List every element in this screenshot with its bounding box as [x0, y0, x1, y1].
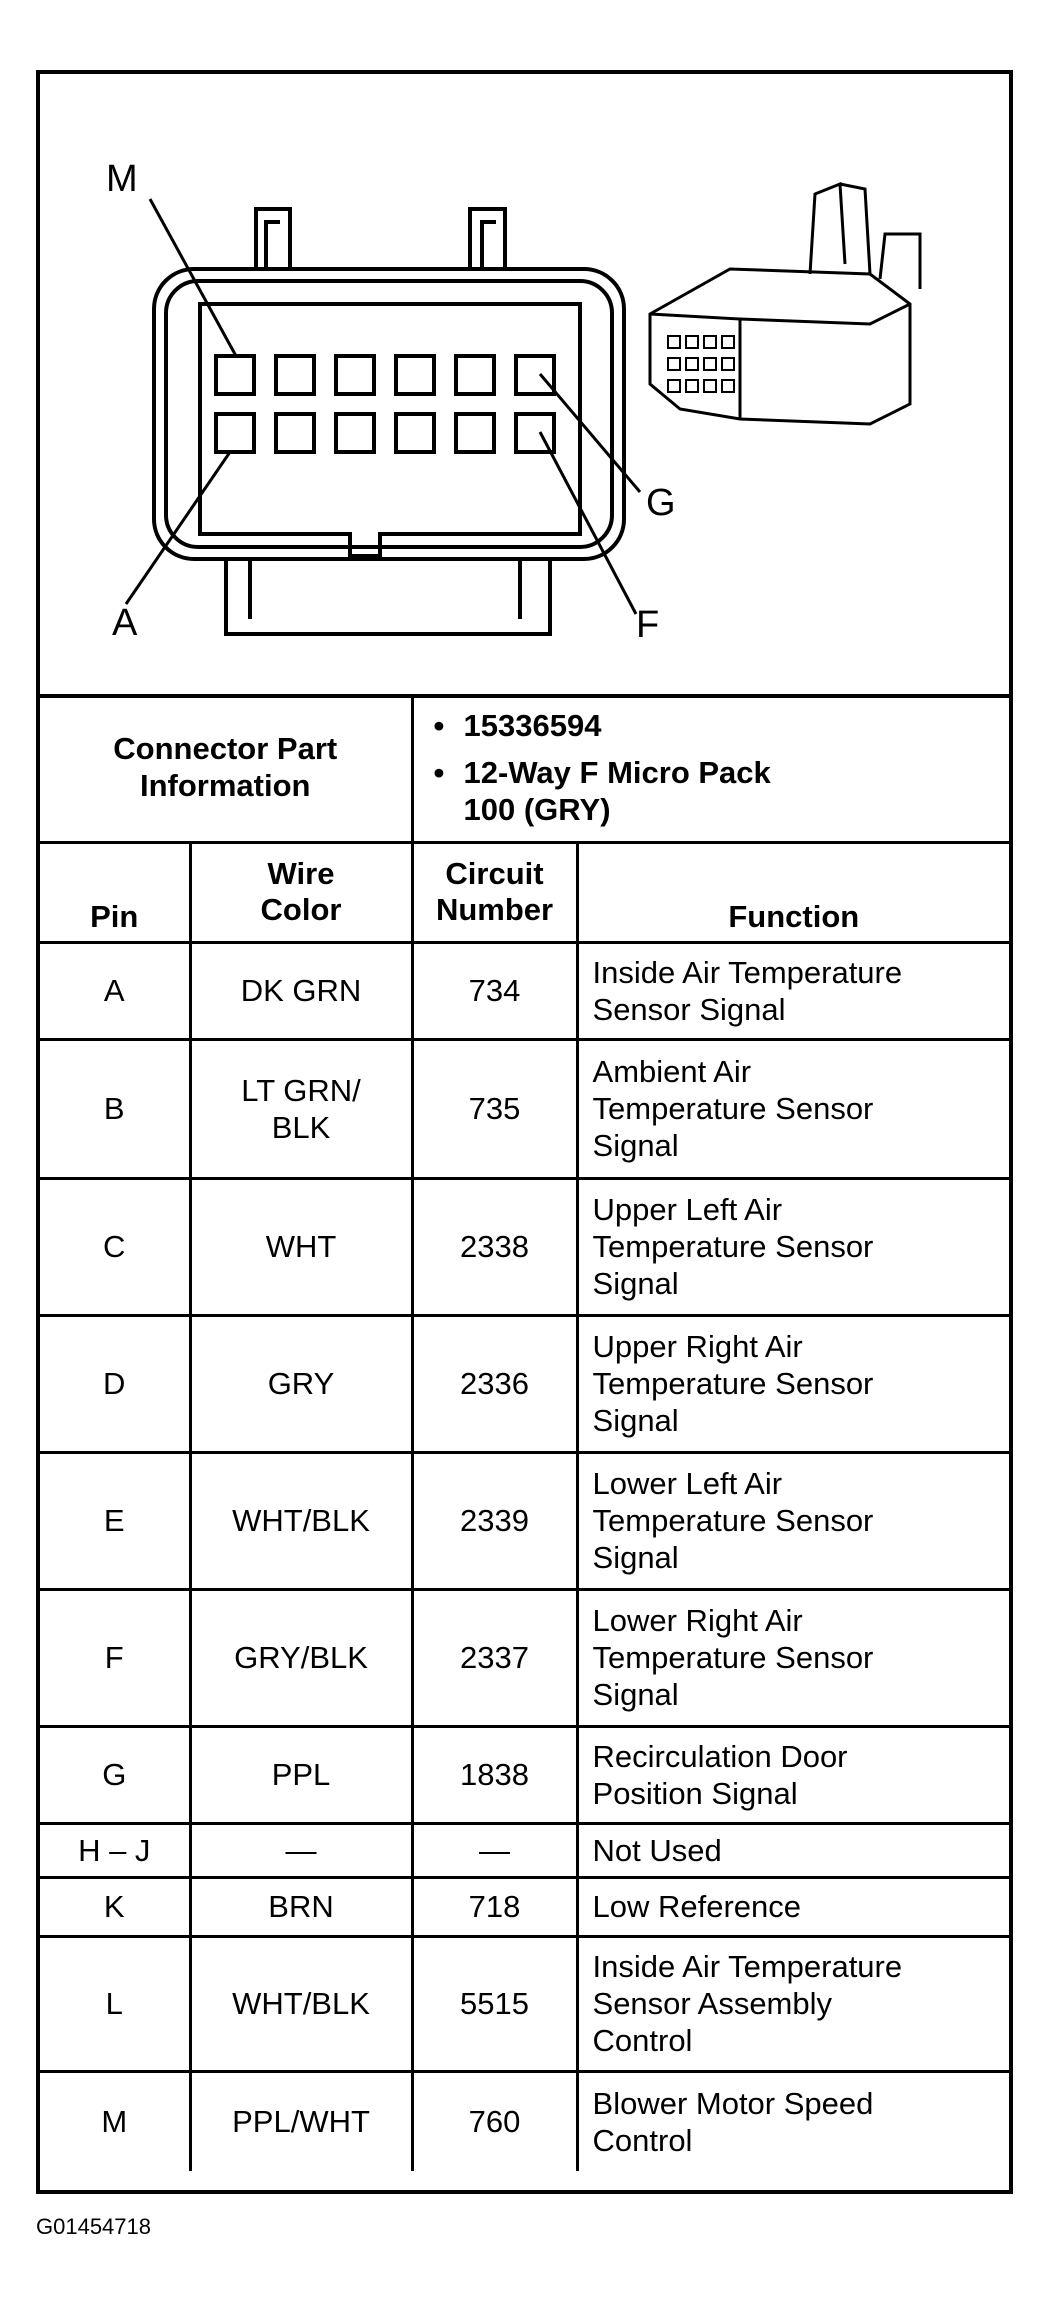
wire-color-cell-line: GRY/BLK — [234, 1640, 368, 1675]
table-row — [40, 1178, 1009, 1315]
wire-color-cell-line: GRY — [267, 1366, 335, 1401]
pin-cell: F — [40, 1589, 190, 1726]
function-cell-line: Not Used — [592, 1832, 722, 1868]
function-cell-line: Temperature Sensor — [592, 1229, 874, 1264]
function-cell — [577, 942, 1009, 1039]
function-cell — [577, 1589, 1009, 1726]
wire-color-cell — [190, 1726, 412, 1823]
table-row — [40, 1589, 1009, 1726]
function-cell — [577, 1726, 1009, 1823]
col-header-circuit-number: Circuit Number — [412, 842, 577, 942]
wire-color-cell-line: PPL/WHT — [232, 2104, 370, 2140]
wire-color-cell — [190, 1936, 412, 2071]
pin-cell: K — [40, 1877, 190, 1936]
pin-cell: L — [40, 1936, 190, 2071]
wire-color-cell-line: BLK — [271, 1109, 331, 1145]
circuit-number-cell: — — [412, 1823, 577, 1877]
connector-info-values: • 15336594 • 12-Way F Micro Pack 100 (GRY) — [412, 694, 1009, 842]
function-cell-line: Lower Left Air — [592, 1466, 783, 1501]
pin-cell: M — [40, 2071, 190, 2171]
col-header-wire-color: Wire Color — [190, 842, 412, 942]
function-cell — [577, 1178, 1009, 1315]
function-cell-line: Signal — [592, 1128, 679, 1163]
part-number: • 15336594 — [464, 707, 1010, 744]
table-row — [40, 1315, 1009, 1452]
circuit-number-cell: 2338 — [412, 1178, 577, 1315]
pin-cell: G — [40, 1726, 190, 1823]
wire-color-cell — [190, 2071, 412, 2171]
function-cell-line: Upper Right Air — [592, 1329, 803, 1364]
function-cell-line: Upper Left Air — [592, 1192, 783, 1227]
function-cell-line: Blower Motor Speed — [592, 2085, 874, 2121]
function-cell-line: Low Reference — [592, 1889, 802, 1924]
function-cell-line: Sensor Signal — [592, 991, 786, 1027]
table-row — [40, 2071, 1009, 2171]
wire-color-cell-line: — — [285, 1832, 317, 1868]
wire-color-cell-line: WHT — [265, 1229, 337, 1264]
circuit-number-cell: 2336 — [412, 1315, 577, 1452]
function-cell-line: Control — [592, 2122, 693, 2158]
wire-color-cell — [190, 1589, 412, 1726]
function-cell-line: Recirculation Door — [592, 1738, 848, 1774]
function-cell-line: Sensor Assembly — [592, 1986, 833, 2021]
circuit-number-cell: 760 — [412, 2071, 577, 2171]
pinout-table — [40, 694, 1009, 2171]
circuit-number-cell: 5515 — [412, 1936, 577, 2071]
table-row — [40, 1726, 1009, 1823]
function-cell-line: Signal — [592, 1540, 679, 1575]
function-cell-line: Temperature Sensor — [592, 1366, 874, 1401]
table-row — [40, 942, 1009, 1039]
wire-color-cell — [190, 1039, 412, 1178]
function-cell — [577, 1039, 1009, 1178]
wire-color-cell — [190, 1452, 412, 1589]
circuit-number-cell: 1838 — [412, 1726, 577, 1823]
pin-cell: E — [40, 1452, 190, 1589]
pin-cell: C — [40, 1178, 190, 1315]
pin-cavities — [216, 356, 554, 452]
connector-info-label: Connector Part Information — [40, 694, 412, 842]
function-cell-line: Signal — [592, 1677, 679, 1712]
wire-color-cell — [190, 1315, 412, 1452]
circuit-number-cell: 734 — [412, 942, 577, 1039]
circuit-number-cell: 2337 — [412, 1589, 577, 1726]
function-cell — [577, 1452, 1009, 1589]
wire-color-cell-line: PPL — [271, 1757, 331, 1792]
wire-color-cell — [190, 1178, 412, 1315]
header-row — [40, 842, 1009, 942]
col-header-pin: Pin — [40, 842, 190, 942]
pin-cell: B — [40, 1039, 190, 1178]
function-cell-line: Inside Air Temperature — [592, 954, 903, 990]
function-cell-line: Inside Air Temperature — [592, 1949, 903, 1984]
wire-color-cell-line: WHT/BLK — [232, 1986, 370, 2021]
function-cell-line: Signal — [592, 1403, 679, 1438]
function-cell-line: Ambient Air — [592, 1054, 752, 1089]
pin-label-m: M — [106, 158, 138, 200]
circuit-number-cell: 718 — [412, 1877, 577, 1936]
connector-isometric-view — [650, 184, 920, 424]
connector-info-row — [40, 694, 1009, 842]
pin-label-g: G — [646, 482, 676, 524]
figure-code: G01454718 — [36, 2214, 151, 2239]
function-cell-line: Temperature Sensor — [592, 1503, 874, 1538]
wire-color-cell — [190, 942, 412, 1039]
pin-label-f: F — [636, 604, 660, 646]
function-cell-line: Control — [592, 2023, 693, 2058]
function-cell — [577, 1823, 1009, 1877]
table-row — [40, 1823, 1009, 1877]
function-cell — [577, 1936, 1009, 2071]
col-header-function: Function — [577, 842, 1009, 942]
wire-color-cell — [190, 1823, 412, 1877]
pin-cell: D — [40, 1315, 190, 1452]
table-row — [40, 1936, 1009, 2071]
function-cell — [577, 1877, 1009, 1936]
wire-color-cell-line: DK GRN — [240, 973, 362, 1008]
connector-document — [36, 70, 1013, 2194]
function-cell-line: Temperature Sensor — [592, 1091, 874, 1126]
pin-cell: A — [40, 942, 190, 1039]
connector-face-illustration — [40, 74, 1009, 694]
table-row — [40, 1039, 1009, 1178]
pin-label-a: A — [112, 602, 138, 644]
function-cell-line: Signal — [592, 1266, 679, 1301]
circuit-number-cell: 2339 — [412, 1452, 577, 1589]
circuit-number-cell: 735 — [412, 1039, 577, 1178]
wire-color-cell-line: WHT/BLK — [232, 1503, 370, 1538]
connector-description: • 12-Way F Micro Pack — [464, 754, 1010, 791]
wire-color-cell-line: BRN — [268, 1889, 334, 1924]
pin-cell: H – J — [40, 1823, 190, 1877]
table-row — [40, 1877, 1009, 1936]
wire-color-cell-line: LT GRN/ — [241, 1072, 361, 1108]
wire-color-cell — [190, 1877, 412, 1936]
function-cell — [577, 1315, 1009, 1452]
connector-diagram — [40, 74, 1009, 698]
table-row — [40, 1452, 1009, 1589]
function-cell — [577, 2071, 1009, 2171]
function-cell-line: Lower Right Air — [592, 1603, 803, 1638]
function-cell-line: Position Signal — [592, 1775, 798, 1811]
function-cell-line: Temperature Sensor — [592, 1640, 874, 1675]
